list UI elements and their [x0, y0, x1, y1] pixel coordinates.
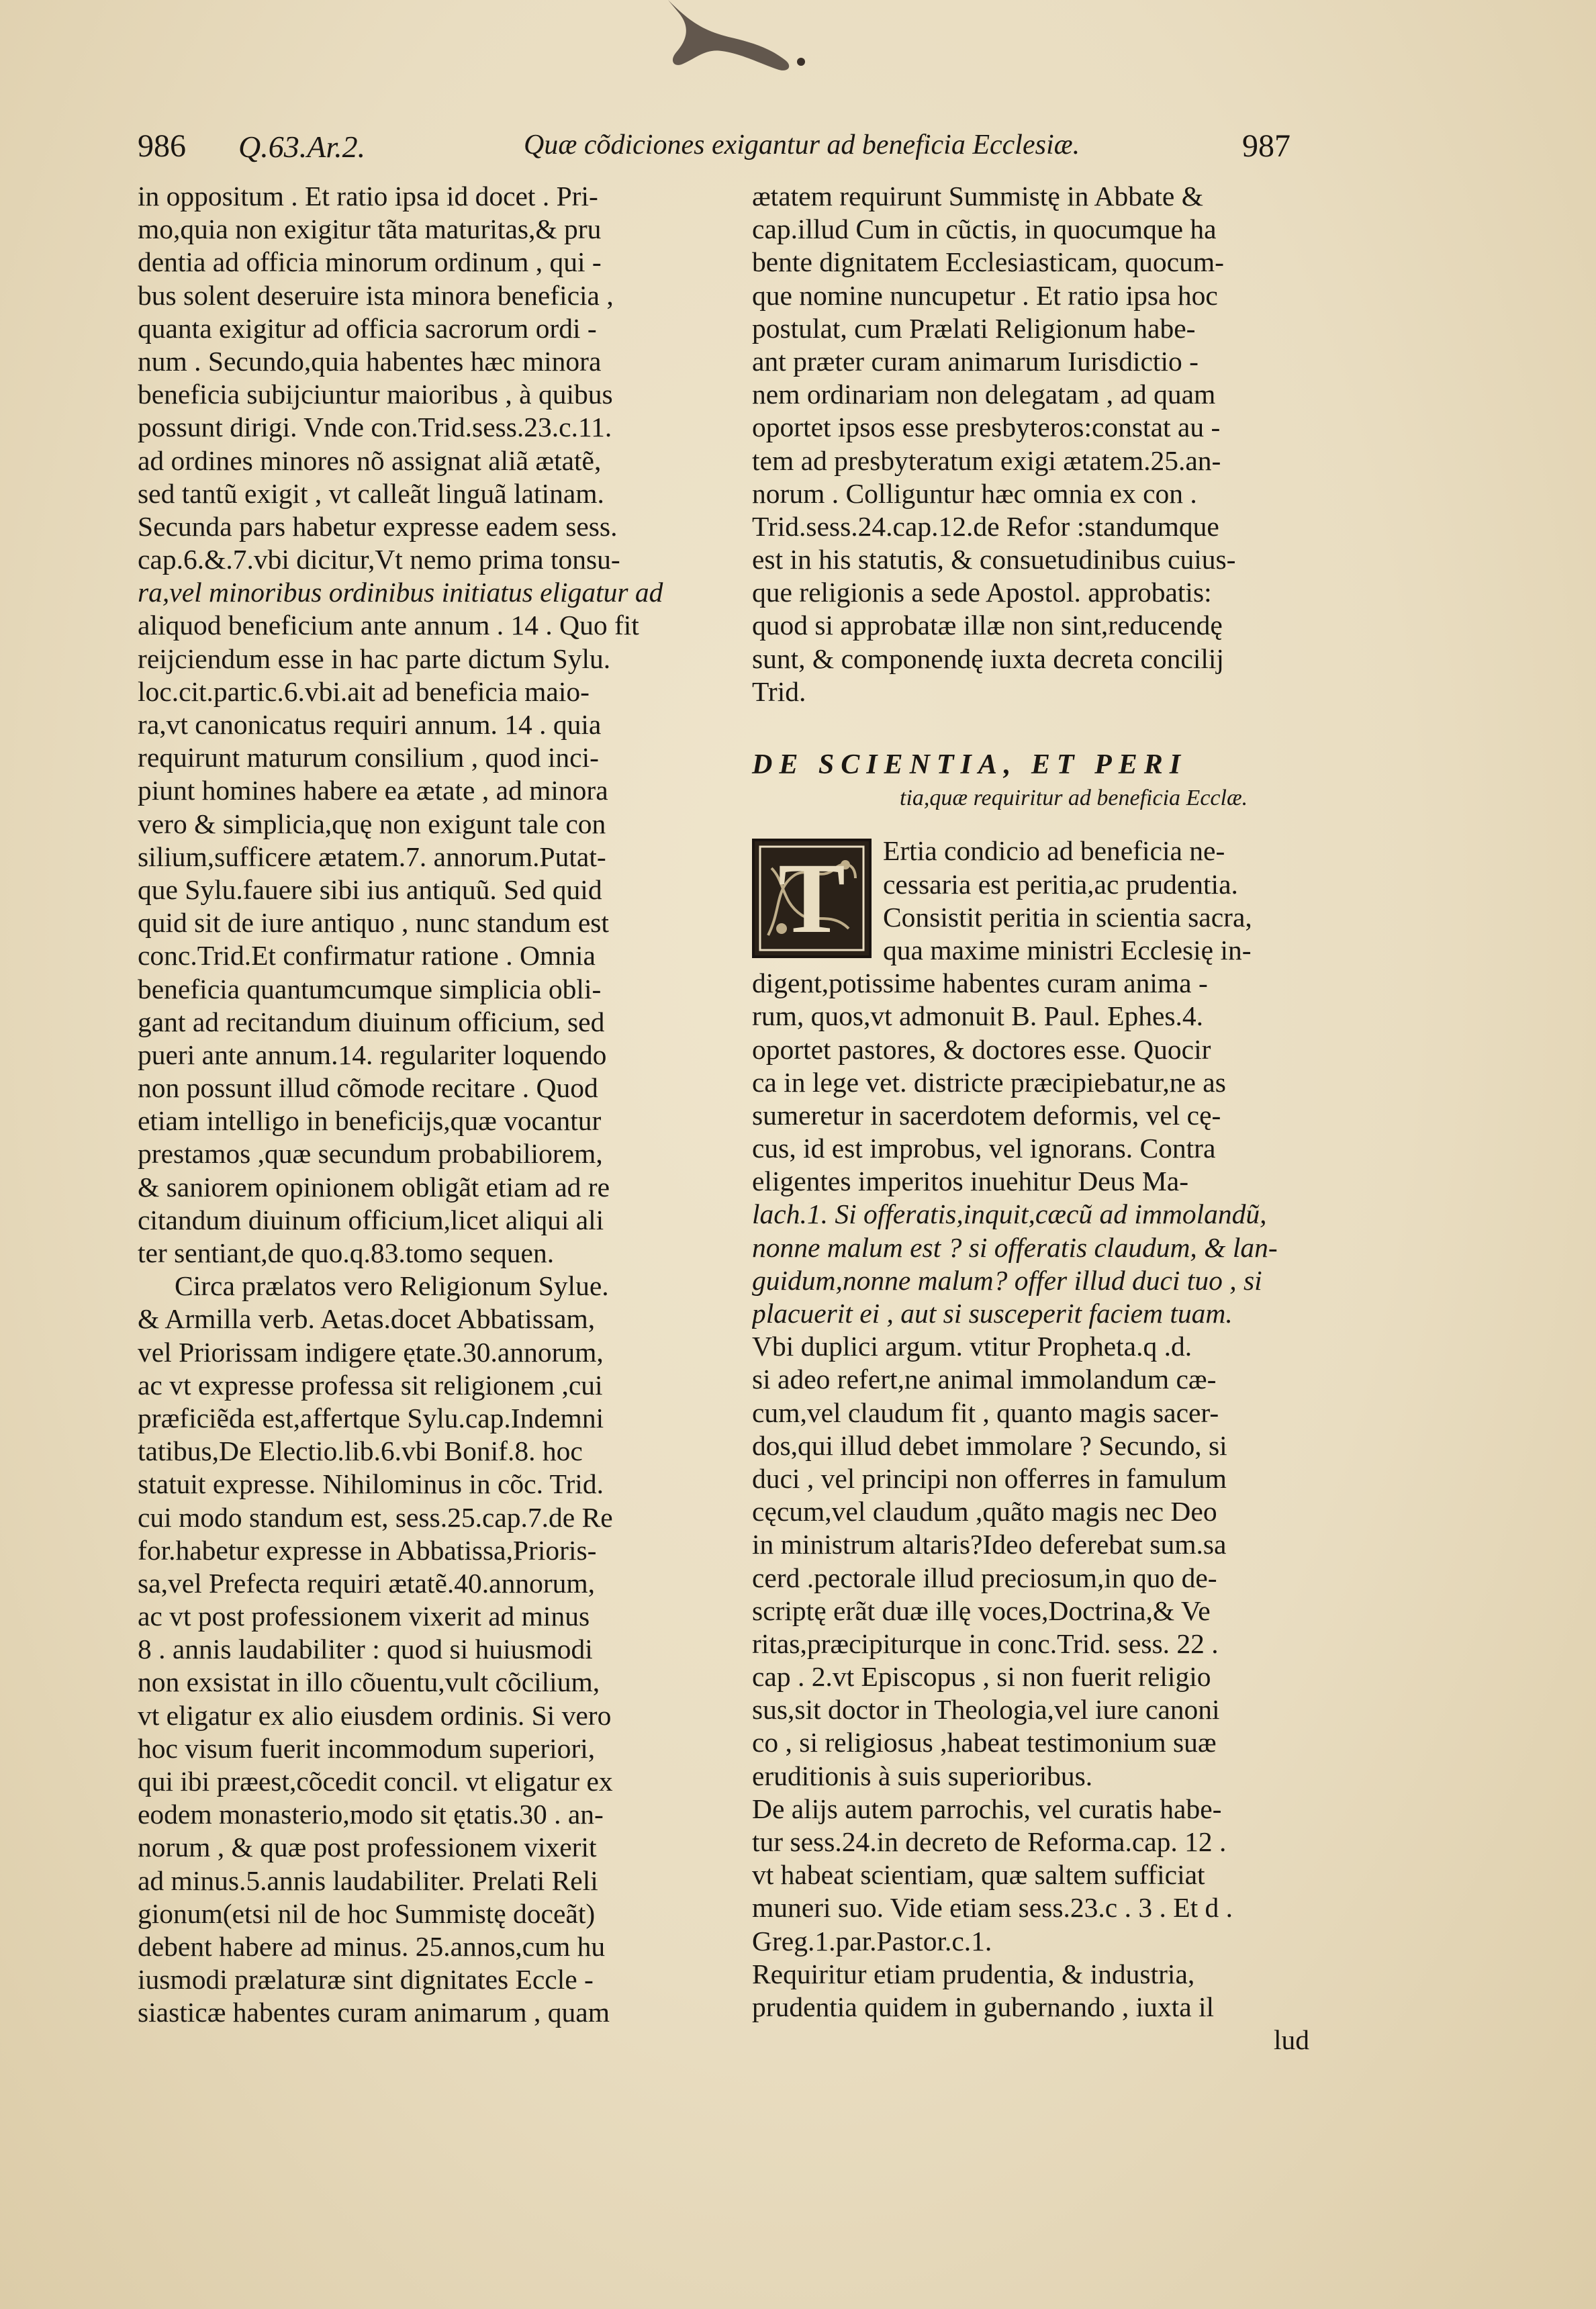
- text-line: Requiritur etiam prudentia, & industria,: [752, 1958, 1195, 1989]
- text-line: reijciendum esse in hac parte dictum Sylu.: [138, 643, 611, 674]
- text-line: sa,vel Prefecta requiri ætatẽ.40.annorum,: [138, 1567, 596, 1599]
- question-reference: Q.63.Ar.2.: [238, 130, 366, 164]
- text-line: for.habetur expresse in Abbatissa,Prioris-: [138, 1534, 597, 1566]
- text-line: cus, id est improbus, vel ignorans. Contra: [752, 1133, 1216, 1164]
- text-line: iusmodi prælaturæ sint dignitates Eccle -: [138, 1964, 594, 1995]
- text-line: cap.illud Cum in cũctis, in quocumque ha: [752, 214, 1217, 245]
- text-line: beneficia quantumcumque simplicia obli-: [138, 973, 602, 1004]
- text-line: non possunt illud cõmode recitare . Quod: [138, 1072, 598, 1104]
- text-line: norum , & quæ post professionem vixerit: [138, 1832, 597, 1863]
- scripture-quote-line: nonne malum est ? si offeratis claudum, & lan-: [752, 1231, 1278, 1263]
- text-line: bus solent deseruire ista minora beneficia ,: [138, 279, 614, 311]
- text-line: cap.6.&.7.vbi dicitur,Vt nemo prima tonsu-: [138, 544, 620, 575]
- text-line: num . Secundo,quia habentes hæc minora: [138, 345, 602, 377]
- text-line: eodem monasterio,modo sit ętatis.30 . an-: [138, 1799, 604, 1830]
- text-line: ad ordines minores nõ assignat aliã ætatẽ,: [138, 444, 602, 476]
- text-line: duci , vel principi non offerres in famulum: [752, 1462, 1227, 1494]
- text-line: qui ibi præest,cõcedit concil. vt eligatur ex: [138, 1766, 613, 1797]
- text-line: Ertia condicio ad beneficia ne-: [883, 835, 1225, 867]
- text-line: loc.cit.partic.6.vbi.ait ad beneficia maio-: [138, 675, 590, 707]
- quoted-decree-line: ra,vel minoribus ordinibus initiatus eligatur ad: [138, 577, 663, 608]
- text-line: ter sentiant,de quo.q.83.tomo sequen.: [138, 1237, 555, 1268]
- text-line: & Armilla verb. Aetas.docet Abbatissam,: [138, 1303, 596, 1335]
- text-line: ad minus.5.annis laudabiliter. Prelati Reli: [138, 1865, 598, 1896]
- decorated-initial: [752, 839, 872, 958]
- text-line: vel Priorissam indigere ętate.30.annorum,: [138, 1336, 604, 1368]
- text-line: piunt homines habere ea ætate , ad minora: [138, 775, 608, 806]
- text-line: Secunda pars habetur expresse eadem sess.: [138, 510, 618, 542]
- initial-letter: T: [778, 843, 846, 955]
- text-line: sus,sit doctor in Theologia,vel iure canoni: [752, 1694, 1220, 1726]
- text-line: oportet ipsos esse presbyteros:constat au -: [752, 412, 1221, 443]
- text-line: quanta exigitur ad officia sacrorum ordi -: [138, 312, 597, 344]
- text-line: prudentia quidem in gubernando , iuxta il: [752, 1991, 1215, 2022]
- text-line: gant ad recitandum diuinum officium, sed: [138, 1006, 605, 1037]
- text-line: que religionis a sede Apostol. approbatis:: [752, 577, 1212, 608]
- text-line: Vbi duplici argum. vtitur Propheta.q .d.: [752, 1331, 1192, 1362]
- text-line: ac vt expresse professa sit religionem ,cui: [138, 1369, 603, 1401]
- scripture-quote-line: lach.1. Si offeratis,inquit,cæcũ ad immolandũ,: [752, 1198, 1267, 1230]
- text-line: Greg.1.par.Pastor.c.1.: [752, 1925, 992, 1957]
- ink-stain-mark: [641, 0, 816, 81]
- text-line: tatibus,De Electio.lib.6.vbi Bonif.8. hoc: [138, 1435, 583, 1467]
- text-line: cum,vel claudum fit , quanto magis sacer-: [752, 1397, 1219, 1428]
- text-line: sed tantũ exigit , vt calleãt linguã latinam.: [138, 477, 604, 509]
- text-line: vt eligatur ex alio eiusdem ordinis. Si vero: [138, 1699, 612, 1731]
- text-line: si adeo refert,ne animal immolandum cæ-: [752, 1364, 1217, 1395]
- text-line: vt habeat scientiam, quæ saltem sufficiat: [752, 1859, 1205, 1891]
- text-line: conc.Trid.Et confirmatur ratione . Omnia: [138, 940, 596, 972]
- section-subheading: tia,quæ requiritur ad beneficia Ecclæ.: [900, 786, 1248, 811]
- text-line: cessaria est peritia,ac prudentia.: [883, 868, 1238, 900]
- text-line: quod si approbatæ illæ non sint,reducendę: [752, 610, 1223, 641]
- text-line: silium,sufficere ætatem.7. annorum.Putat-: [138, 841, 606, 872]
- text-line: requirunt maturum consilium , quod inci-: [138, 742, 599, 773]
- text-line: gionum(etsi nil de hoc Summistę doceãt): [138, 1897, 596, 1929]
- text-line: cerd .pectorale illud preciosum,in quo de-: [752, 1562, 1217, 1593]
- text-line: cap . 2.vt Episcopus , si non fuerit religio: [752, 1661, 1211, 1693]
- text-line: que nomine nuncupetur . Et ratio ipsa hoc: [752, 279, 1218, 311]
- text-line: aliquod beneficium ante annum . 14 . Quo fit: [138, 610, 639, 641]
- scripture-quote-line: guidum,nonne malum? offer illud duci tuo , si: [752, 1264, 1262, 1296]
- text-line: prestamos ,quæ secundum probabiliorem,: [138, 1138, 603, 1170]
- paragraph-start-line: Circa prælatos vero Religionum Sylue.: [175, 1270, 609, 1302]
- text-line: possunt dirigi. Vnde con.Trid.sess.23.c.11.: [138, 412, 612, 443]
- text-line: non exsistat in illo cõuentu,vult cõcilium,: [138, 1666, 600, 1698]
- text-line: tur sess.24.in decreto de Reforma.cap. 12 .: [752, 1826, 1227, 1858]
- text-line: ætatem requirunt Summistę in Abbate &: [752, 181, 1203, 211]
- section-heading: DE SCIENTIA, ET PERI: [752, 749, 1188, 780]
- text-line: pueri ante annum.14. regulariter loquendo: [138, 1039, 607, 1070]
- text-line: scriptę erãt duæ illę voces,Doctrina,& Ve: [752, 1595, 1211, 1626]
- text-line: que Sylu.fauere sibi ius antiquũ. Sed quid: [138, 874, 602, 905]
- text-line: beneficia subijciuntur maioribus , à quibus: [138, 379, 613, 410]
- text-line: ra,vt canonicatus requiri annum. 14 . quia: [138, 709, 602, 740]
- text-line: norum . Colliguntur hæc omnia ex con .: [752, 477, 1197, 509]
- text-line: hoc visum fuerit incommodum superiori,: [138, 1732, 596, 1764]
- text-line: quid sit de iure antiquo , nunc standum est: [138, 907, 609, 939]
- left-column: [138, 180, 708, 2030]
- text-line: oportet pastores, & doctores esse. Quocir: [752, 1033, 1211, 1065]
- page-number-left: 986: [138, 128, 186, 164]
- text-line: ritas,præcipiturque in conc.Trid. sess. 22 .: [752, 1628, 1219, 1659]
- text-line: Trid.sess.24.cap.12.de Refor :standumque: [752, 510, 1219, 542]
- text-line: rum, quos,vt admonuit B. Paul. Ephes.4.: [752, 1000, 1204, 1032]
- text-line: statuit expresse. Nihilominus in cõc. Trid.: [138, 1468, 604, 1500]
- text-line: nem ordinariam non delegatam , ad quam: [752, 379, 1216, 410]
- text-line: est in his statutis, & consuetudinibus cuius-: [752, 544, 1236, 575]
- text-line: dentia ad officia minorum ordinum , qui -: [138, 246, 602, 278]
- text-line: tem ad presbyteratum exigi ætatem.25.an-: [752, 444, 1221, 476]
- text-line: & saniorem opinionem obligãt etiam ad re: [138, 1171, 610, 1203]
- text-line: De alijs autem parrochis, vel curatis habe-: [752, 1793, 1222, 1824]
- text-line: vero & simplicia,quę non exigunt tale con: [138, 808, 606, 839]
- text-line: postulat, cum Prælati Religionum habe-: [752, 312, 1196, 344]
- scripture-quote-line: placuerit ei , aut si susceperit faciem tuam.: [752, 1298, 1233, 1329]
- running-title: Quæ cõdiciones exigantur ad beneficia Ecclesiæ.: [524, 130, 1080, 160]
- page-header: [0, 128, 1596, 175]
- text-line: citandum diuinum officium,licet aliqui ali: [138, 1204, 604, 1235]
- text-line: sumeretur in sacerdotem deformis, vel cę-: [752, 1099, 1221, 1131]
- page-number-right: 987: [1242, 128, 1290, 164]
- text-line: ca in lege vet. districte præcipiebatur,ne as: [752, 1066, 1226, 1098]
- text-line: digent,potissime habentes curam anima -: [752, 968, 1208, 999]
- text-line: Trid.: [752, 675, 806, 707]
- text-line: muneri suo. Vide etiam sess.23.c . 3 . Et d .: [752, 1892, 1233, 1924]
- text-line: siasticæ habentes curam animarum , quam: [138, 1997, 610, 2028]
- right-column: [752, 180, 1309, 2057]
- text-line: Consistit peritia in scientia sacra,: [883, 901, 1252, 933]
- text-line: qua maxime ministri Ecclesię in-: [883, 934, 1252, 965]
- catchword: lud: [1273, 2024, 1309, 2056]
- text-line: 8 . annis laudabiliter : quod si huiusmodi: [138, 1634, 593, 1665]
- text-line: eligentes imperitos inuehitur Deus Ma-: [752, 1166, 1189, 1197]
- text-line: in ministrum altaris?Ideo deferebat sum.sa: [752, 1529, 1227, 1560]
- text-line: debent habere ad minus. 25.annos,cum hu: [138, 1930, 606, 1962]
- text-line: etiam intelligo in beneficijs,quæ vocantur: [138, 1105, 602, 1137]
- text-line: cęcum,vel claudum ,quãto magis nec Deo: [752, 1496, 1217, 1527]
- text-line: co , si religiosus ,habeat testimonium suæ: [752, 1727, 1217, 1758]
- text-line: in oppositum . Et ratio ipsa id docet . Pri-: [138, 181, 598, 211]
- text-line: ant præter curam animarum Iurisdictio -: [752, 345, 1199, 377]
- text-line: dos,qui illud debet immolare ? Secundo, si: [752, 1429, 1227, 1461]
- text-line: cui modo standum est, sess.25.cap.7.de Re: [138, 1501, 613, 1533]
- text-line: ac vt post professionem vixerit ad minus: [138, 1601, 590, 1632]
- text-line: sunt, & componendę iuxta decreta concilij: [752, 643, 1224, 674]
- text-line: bente dignitatem Ecclesiasticam, quocum-: [752, 246, 1224, 278]
- text-line: eruditionis à suis superioribus.: [752, 1760, 1093, 1791]
- text-line: mo,quia non exigitur tãta maturitas,& pru: [138, 214, 602, 245]
- drop-cap-block: [752, 835, 1309, 967]
- text-line: præficiẽda est,affertque Sylu.cap.Indemni: [138, 1402, 604, 1433]
